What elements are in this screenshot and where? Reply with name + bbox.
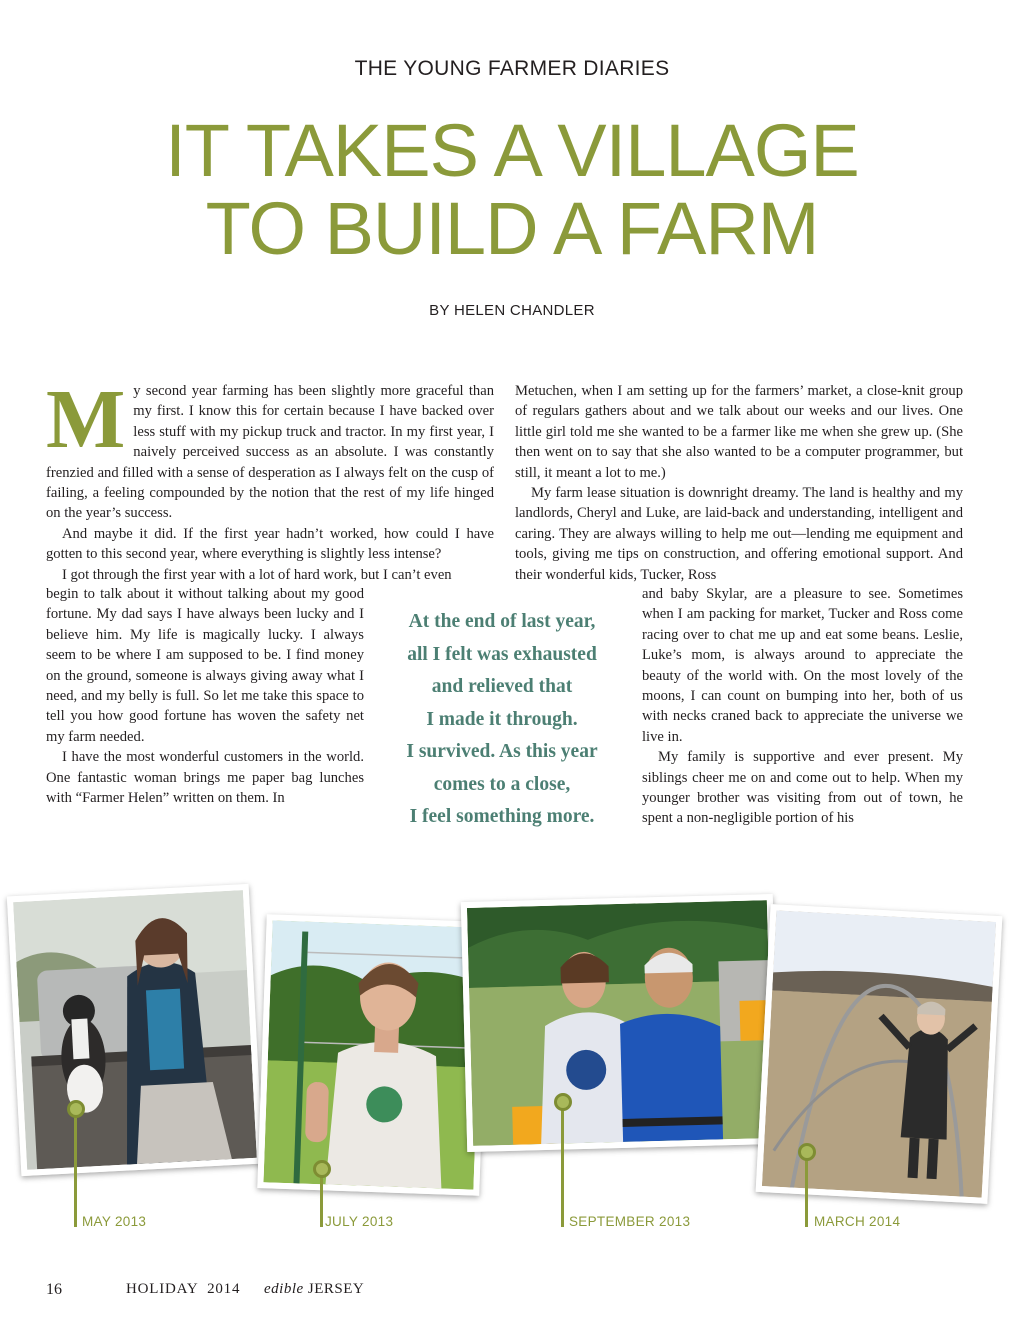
paragraph-7: My family is supportive and ever present. My siblings cheer me on and come out to help. When my younger brother was visiting from out of town, he spent a non-negligible portion of his (642, 749, 963, 827)
timeline-label-july-2013: JULY 2013 (325, 1214, 394, 1229)
paragraph-1-text: y second year farming has been slightly more graceful than my first. I know this for certain because I have backed over less stuff with my pickup truck and tractor. In my first year, I naively perceived success as an absolute. I was constantly frenzied and filled with a sense of desperation as I always felt on the cusp of failing, a feeling compounded by the notion that the rest of my life hinged on the year’s success. (46, 383, 494, 522)
pull-quote-line: I feel something more. (409, 806, 595, 827)
timeline-pin-head-july (313, 1160, 331, 1178)
magazine-name-edible: edible (264, 1281, 304, 1297)
paragraph-5: Metuchen, when I am setting up for the farmers’ market, a close-knit group of regulars gathers about and we talk about our weeks and our lives. One little girl told me she wanted to be a farmer like me when she grew up. (She then went on to say that she also wanted to be a computer programmer, but still, it meant a lot to me.) (515, 383, 963, 481)
column-2-full (515, 381, 963, 585)
paragraph-6-end: and baby Skylar, are a pleasure to see. Sometimes when I am packing for market, Tucker and Ross come racing over to chat me up and eat some beans. Leslie, Luke’s mom, is always around to appreciate the beauty of the world with. On the most lovely of the moons, I can count on bumping into her, both of us with necks craned back to appreciate the universe we live in. (642, 586, 963, 745)
paragraph-6-start: My farm lease situation is downright dreamy. The land is healthy and my landlords, Cheryl and Luke, are laid-back and understanding, intelligent and caring. They are always willing to help me out—lending me equipment and tools, giving me tips on construction, and offering emotional support. And their wonderful kids, Tucker, Ross (515, 485, 963, 583)
article-headline (0, 109, 1024, 270)
timeline-pin-may (74, 1105, 77, 1227)
timeline-pin-head-march (798, 1143, 816, 1161)
paragraph-1 (46, 373, 494, 524)
timeline-label-march-2014: MARCH 2014 (814, 1214, 901, 1229)
paragraph-3-end: begin to talk about it without talking about my good fortune. My dad says I have always been lucky and I believe him. My life is magically lucky. I always seem to be where I am supposed to be. I find money on the ground, someone is always giving away what I need, and my belly is full. So let me take this space to tell you how good fortune has woven the safety net my farm needed. (46, 586, 364, 745)
magazine-name-jersey: JERSEY (303, 1281, 365, 1297)
pull-quote-line: At the end of last year, (408, 611, 596, 632)
photo-may-2013-image (13, 890, 257, 1170)
magazine-name (264, 1281, 364, 1298)
photo-march-2014-image (762, 910, 996, 1197)
paragraph-3-start: I got through the first year with a lot of hard work, but I can’t even (62, 566, 452, 583)
photo-march-2014 (756, 904, 1003, 1204)
photo-may-2013 (7, 884, 263, 1176)
page-number: 16 (46, 1281, 62, 1298)
timeline-label-september-2013: SEPTEMBER 2013 (569, 1214, 691, 1229)
byline: BY HELEN CHANDLER (429, 302, 595, 319)
photo-september-2013 (461, 894, 779, 1152)
photo-july-2013 (257, 914, 488, 1196)
photo-july-2013-image (263, 920, 482, 1189)
column-2-narrow (642, 584, 963, 829)
photo-september-2013-image (467, 900, 773, 1146)
pull-quote (385, 606, 619, 834)
timeline-label-may-2013: MAY 2013 (82, 1214, 147, 1229)
pull-quote-line: I made it through. (426, 708, 578, 730)
timeline-pin-head-september (554, 1093, 572, 1111)
paragraph-4: I have the most wonderful customers in the world. One fantastic woman brings me paper bag lunches with “Farmer Helen” written on them. In (46, 749, 364, 807)
issue-date: HOLIDAY 2014 (126, 1281, 241, 1297)
timeline-pin-september (561, 1098, 564, 1227)
timeline-pin-head-may (67, 1100, 85, 1118)
pull-quote-line: comes to a close, (433, 773, 571, 795)
column-1-narrow (46, 584, 364, 808)
pull-quote-line: and relieved that (431, 676, 573, 697)
section-kicker: THE YOUNG FARMER DIARIES (354, 57, 670, 80)
column-1-full (46, 373, 494, 585)
headline-line-2: TO BUILD A FARM (205, 187, 819, 270)
paragraph-2: And maybe it did. If the first year hadn’t worked, how could I have gotten to this second year, where everything is slightly less intense? (46, 525, 494, 563)
pull-quote-line: all I felt was exhausted (407, 643, 597, 665)
headline-line-1: IT TAKES A VILLAGE (165, 109, 859, 192)
drop-cap: M (46, 373, 126, 466)
pull-quote-line: I survived. As this year (406, 741, 598, 762)
